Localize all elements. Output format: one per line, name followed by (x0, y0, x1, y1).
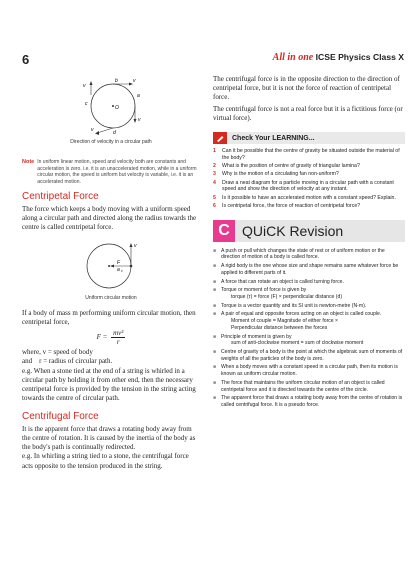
fig2-label-f: F (117, 259, 121, 266)
bullet-icon: ■ (213, 379, 217, 386)
question-item: 3 Why is the motion of a circulating fan non-uniform? (213, 171, 339, 178)
revision-text: A push or pull which changes the state of rest or of uniform motion or the direction of motion of a body is called force. (221, 247, 385, 261)
question-list (213, 148, 405, 210)
page-header (273, 52, 404, 63)
fig-label-c: c (85, 101, 88, 107)
question-item: 2 What is the position of centre of gravity of triangular lamina? (213, 163, 360, 170)
fig-label-a: a (137, 93, 140, 99)
fig2-label-a: a (117, 266, 120, 273)
bullet-icon: ■ (213, 263, 217, 270)
revision-text: Torque is a vector quantity and its SI unit is newton-metre (N-m). (221, 302, 367, 309)
where-line-2: and r = radius of circular path. (22, 357, 113, 366)
page-number: 6 (22, 52, 30, 67)
quick-revision-title: QUiCK Revision (242, 222, 344, 239)
book-title: ICSE Physics Class X (315, 52, 404, 62)
question-item: 6 Is centripetal force, the force of reaction of centripetal force? (213, 202, 361, 209)
revision-item (213, 349, 405, 362)
centrifugal-definition: It is the apparent force that draws a rotating body away from the centre of rotation. It is caused by the inertia of the body as the body's path is continually redirected. (22, 424, 196, 452)
formula-denominator: r (116, 338, 120, 347)
brand-logo: All in one (272, 52, 314, 63)
revision-item (213, 287, 405, 300)
note-box (22, 159, 200, 185)
revision-text: Torque or moment of force is given by torque (τ) = force (F) × perpendicular distance (d) (221, 287, 343, 300)
bullet-icon: ■ (213, 287, 217, 294)
centripetal-example: e.g. When a stone tied at the end of a string is whirled in a circular path by holding it from other end, then the necessary centripetal force is provided by the tension in the string acting towards the centre of circular path. (22, 366, 196, 403)
revision-list (213, 248, 405, 409)
revision-text: The apparent force that draws a rotating body away from the centre of rotation is called centrifugal force. It is a pseudo force. (221, 395, 403, 409)
fig-label-v2: v (133, 78, 136, 84)
velocity-figure (22, 75, 200, 145)
question-item: 4 Draw a neat diagram for a particle moving in a circular path with a constant speed and show the direction of velocity at any instant. (213, 179, 394, 193)
velocity-figure-caption: Direction of velocity in a circular path (70, 139, 152, 145)
question-item: 1 Can it be possible that the centre of gravity be situated outside the material of the body? (213, 148, 400, 161)
bullet-icon: ■ (213, 333, 217, 340)
bullet-icon: ■ (213, 364, 217, 371)
bullet-icon: ■ (213, 278, 217, 285)
centripetal-heading: Centripetal Force (22, 191, 99, 202)
formula-lhs: F = (96, 333, 108, 342)
revision-text: When a body moves with a constant speed in a circular path, then its motion is known as uniform circular motion. (221, 364, 398, 378)
pencil-icon (213, 132, 227, 144)
note-label: Note (22, 159, 35, 165)
revision-item (213, 334, 405, 347)
revision-item (213, 248, 405, 261)
left-column (22, 75, 200, 471)
circular-motion-caption: Uniform circular motion (85, 294, 137, 301)
fig-label-v4: v (91, 127, 94, 133)
where-line-1: where, v = speed of body (22, 348, 93, 357)
circular-motion-diagram (71, 239, 151, 293)
revision-item (213, 303, 405, 310)
revision-text: The force that maintains the uniform circular motion of an object is called centripetal force and it is directed towards the centre of the circle. (221, 379, 385, 393)
fig2-label-c: c (121, 268, 123, 273)
bullet-icon: ■ (213, 349, 217, 356)
question-item: 5 Is it possible to have an accelerated motion with a constant speed? Explain. (213, 194, 396, 201)
fig-label-v1: v (83, 83, 86, 89)
bullet-icon: ■ (213, 395, 217, 402)
revision-text: A force that can rotate an object is called turning force. (221, 278, 344, 285)
revision-text: A pair of equal and opposite forces acting on an object is called couple. Moment of couple = Magnitude of either force × Perpendicular distance between the forces (221, 311, 382, 331)
revision-text: Centre of gravity of a body is the point at which the algebraic sum of moments of weights of all the particles of the body is zero. (221, 349, 403, 362)
revision-item (213, 279, 405, 286)
centripetal-formula (22, 329, 200, 346)
circular-motion-figure (22, 239, 200, 301)
centrifugal-heading: Centrifugal Force (22, 410, 99, 422)
revision-item (213, 364, 405, 377)
revision-text: A rigid body is the one whose size and shape remains same whatever force be applied to different parts of it. (221, 263, 399, 276)
quick-revision-banner (213, 220, 405, 242)
velocity-diagram (51, 75, 171, 137)
check-learning-title: Check Your LEARNING... (232, 134, 315, 142)
revision-c-icon: C (213, 220, 235, 242)
fig-label-v3: v (138, 117, 141, 123)
revision-item (213, 380, 405, 393)
centrifugal-example: e.g. In whirling a string tied to a stone, the centrifugal force acts opposite to the tension produced in the string. (22, 452, 189, 470)
note-text: In uniform linear motion, speed and velocity both are constants and acceleration is zero. i.e. it is an unaccelerated motion, while in a uniform circular motion, the speed is uniform but velocity is variable, i.e. it is an accelerated motion. (37, 159, 197, 185)
revision-text: Principle of moment is given by sum of anti-clockwise moment = sum of clockwise moment (221, 333, 364, 347)
fig2-label-v: v (134, 242, 137, 249)
fig-label-o: O (115, 105, 119, 111)
revision-item (213, 395, 405, 408)
revision-item (213, 311, 405, 331)
mass-paragraph: If a body of mass m performing uniform circular motion, then centripetal force, (22, 308, 196, 326)
right-column (213, 75, 405, 411)
centripetal-definition: The force which keeps a body moving with a uniform speed along a circular path and directed along the radius towards the centre is called centripetal force. (22, 205, 197, 232)
bullet-icon: ■ (213, 302, 217, 309)
centrifugal-intro-2: The centrifugal force is not a real force but it is a fictitious force (or virtual force). (213, 104, 403, 122)
fig-label-d: d (113, 130, 116, 136)
formula-numerator: mv² (113, 329, 124, 338)
bullet-icon: ■ (213, 311, 217, 318)
bullet-icon: ■ (213, 247, 217, 254)
check-learning-banner (213, 132, 405, 144)
centrifugal-intro-1: The centrifugal force is in the opposite direction to the direction of centripetal force, but it is not the force of reaction of centripetal force. (213, 75, 400, 102)
fig-label-b: b (115, 78, 118, 84)
revision-item (213, 263, 405, 276)
